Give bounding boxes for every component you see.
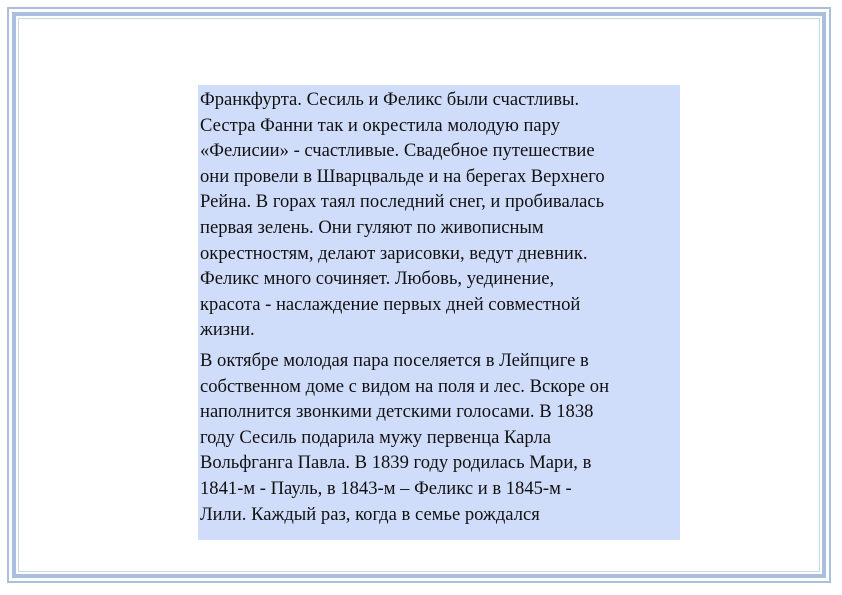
paragraph-2	[200, 348, 680, 527]
paragraph-line: наполнится звонкими детскими голосами. В 1838	[200, 401, 594, 423]
paragraph-line: Феликс много сочиняет. Любовь, уединение,	[200, 268, 555, 290]
paragraph-line: Вольфганга Павла. В 1839 году родилась Мари, в	[200, 452, 592, 474]
paragraph-line: В октябре молодая пара поселяется в Лейпциге в	[200, 349, 589, 371]
paragraph-line: красота - наслаждение первых дней совместной	[200, 293, 581, 315]
paragraph-line: «Фелисии» - счастливые. Свадебное путешествие	[200, 140, 595, 162]
paragraph-line: окрестностям, делают зарисовки, ведут дневник.	[200, 242, 588, 264]
paragraph-line: собственном доме с видом на поля и лес. Вскоре он	[200, 375, 610, 397]
paragraph-line: году Сесиль подарила мужу первенца Карла	[200, 426, 551, 448]
paragraph-line: жизни.	[200, 319, 255, 341]
paragraph-line: Франкфурта. Сесиль и Феликс были счастливы.	[200, 89, 580, 110]
paragraph-line: Лили. Каждый раз, когда в семье рождался	[200, 503, 540, 525]
paragraph-line: Рейна. В горах таял последний снег, и пробивалась	[200, 191, 605, 213]
paragraph-line: первая зелень. Они гуляют по живописным	[200, 216, 544, 238]
paragraph-line: они провели в Шварцвальде и на берегах Верхнего	[200, 165, 605, 187]
paragraph-line: Сестра Фанни так и окрестила молодую пару	[200, 114, 561, 136]
paragraph-line: 1841-м - Пауль, в 1843-м – Феликс и в 1845-м -	[200, 477, 572, 499]
paragraph-1	[200, 87, 680, 343]
text-block	[198, 85, 680, 540]
